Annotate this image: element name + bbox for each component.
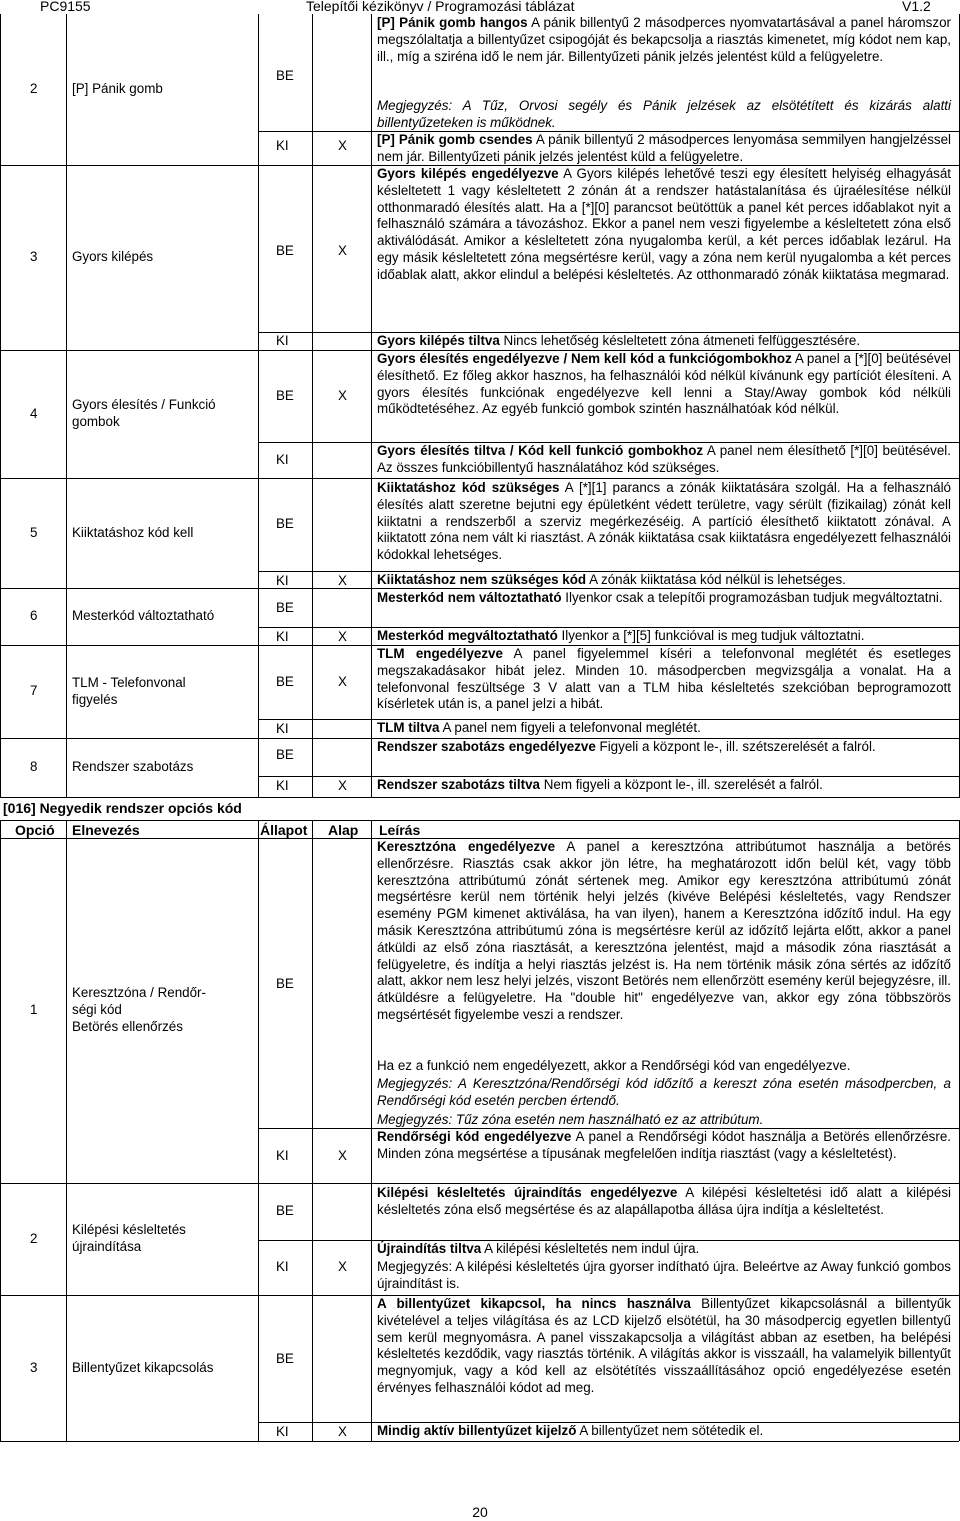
option-number: 6 [30,608,38,624]
option-number: 4 [30,405,38,421]
column-header-default: Alap [328,822,359,838]
option-number: 3 [30,249,38,265]
description-paragraph: Kiiktatáshoz kód szükséges A [*][1] parancs a zónák kiiktatására szolgál. Ha a felhasználó élesítés alatt szeretne bejutni egy épületként védett területre, vagy sérült (fizikailag) zónát kell kiiktatni a rendszerből a szerviz megérkezéséig. A partíció élesíthető kiiktatott zónával. A kiiktatott zóna nem vált ki riasztást. A zónák kiiktatása csak kiiktatásra engedélyezett felhasználói kódokkal lehetséges. [377,480,952,563]
page-number: 20 [472,1504,488,1520]
option-name: Kiiktatáshoz kód kell [72,524,194,540]
default-mark: X [338,388,347,403]
column-header-state: Állapot [260,822,308,838]
default-mark: X [338,138,347,153]
option-name: Keresztzóna / Rendőr- ségi kód Betörés ellenőrzés [72,985,206,1034]
option-number: 2 [30,81,38,97]
description-paragraph: Gyors élesítés tiltva / Kód kell funkció gombokhoz A panel nem élesíthető [*][0] beütésével. Az összes funkcióbillentyű használatához kód szükséges. [377,443,951,475]
option-name: Billentyűzet kikapcsolás [72,1359,214,1375]
description-paragraph: [P] Pánik gomb hangos A pánik billentyű 2 másodperces nyomvatartásával a panel háromszor megszólaltatja a billentyűzet csipogóját és bekapcsolja a riasztás kimenetet, míg kódot nem kap, ill., míg a sziréna idő le nem jár. Billentyűzeti pánik jelzés jelentést küld a felügyeletre. [377,15,951,64]
description-paragraph: A billentyűzet kikapcsol, ha nincs használva Billentyűzet kikapcsolásnál a billentyűk kivételével a teljes világítása és az LCD kijelző elsötétül, ha 30 másodpercig egyetlen billentyű sem kerül megnyomásra. A panel visszakapcsolja a világítást abban az esetben, ha belépési késleltetés kezdődik, vagy riasztás történik. A világítás akkor is visszaáll, ha valamelyik billentyűt megnyomjuk, vagy a kód kell az elsötétítés visszaállításához opció engedélyezése esetén érvényes felhasználói kódot ad meg. [377,1296,951,1395]
state-off: KI [276,1424,289,1439]
description-paragraph: TLM engedélyezve A panel figyelemmel kíséri a telefonvonal meglétét és esetleges megszakadásakor hibát jelez. Minden 10. másodpercben megvizsgálja a vonalat. Ha a telefonvonal feszültsége 3 V alatt van a TLM hiba késleltetés szekcióban beprogramozott kísérletek után is, a panel jelzi a hibát. [377,646,951,712]
description-paragraph: Ha ez a funkció nem engedélyezett, akkor a Rendőrségi kód van engedélyezve. [377,1058,851,1073]
description-paragraph: Gyors kilépés tiltva Nincs lehetőség késleltetett zóna átmeneti felfüggesztésére. [377,333,861,348]
option-name: Rendszer szabotázs [72,759,194,775]
description-paragraph: Rendszer szabotázs engedélyezve Figyeli a központ le-, ill. szétszerelését a falról. [377,739,876,754]
state-off: KI [276,452,289,467]
state-on: BE [276,600,294,615]
option-name: Gyors kilépés [72,249,154,265]
state-on: BE [276,1351,294,1366]
option-name: Mesterkód változtatható [72,608,215,624]
option-number: 7 [30,683,38,699]
default-mark: X [338,1424,347,1439]
column-header-name: Elnevezés [72,822,140,838]
description-paragraph: Megjegyzés: A kilépési késleltetés újra gyorser indítható újra. Beleértve az Away funkció gombos újraindítást is. [377,1259,951,1291]
header-title: Telepítői kézikönyv / Programozási táblázat [306,0,575,14]
description-paragraph: Rendszer szabotázs tiltva Nem figyeli a központ le-, ill. szerelését a falról. [377,777,823,792]
description-paragraph: Gyors kilépés engedélyezve A Gyors kilépés lehetővé teszi egy élesített helyiség elhagyását késleltetett 1 vagy késleltetett 2 zónán át a rendszer hatástalanítása és újraélesítése nélkül otthonmaradó élesítés alatt. Ha a [*][0] parancsot beütöttük a panel két perces időablakot nyit a felhasználó számára a távozáshoz. Ekkor a panel nem veszi figyelembe a késleltetett zóna első aktiválódását. Amikor a késleltetett zóna nyugalomba kerül, a két perces időablak lezárul. Ha egy másik késleltetett zóna megsértésre kerül, vagy a zóna nem kerül nyugalomba a két perces időablak alatt, akkor elindul a belépési késleltetés. Az otthonmaradó zónák kiiktatása megmarad. [377,166,952,282]
state-off: KI [276,721,289,736]
description-paragraph: Rendőrségi kód engedélyezve A panel a Rendőrségi kódot használja a Betörés ellenőrzésre. Minden zóna megsértése a típusának megfelelően indítja riasztást (vagy a késleltetést). [377,1129,951,1161]
description-paragraph: Újraindítás tiltva A kilépési késleltetés nem indul újra. [377,1241,700,1256]
option-name: TLM - Telefonvonal figyelés [72,674,186,707]
state-off: KI [276,1259,289,1274]
column-header-option: Opció [15,822,55,838]
option-number: 5 [30,524,38,540]
state-on: BE [276,674,294,689]
default-mark: X [338,674,347,689]
description-note: Megjegyzés: A Tűz, Orvosi segély és Pánik jelzések az elsötétített és kizárás alatti billentyűzeteken is működnek. [377,98,951,130]
state-off: KI [276,138,289,153]
state-on: BE [276,516,294,531]
state-off: KI [276,333,289,348]
default-mark: X [338,243,347,258]
header-doc-code: PC9155 [40,0,91,14]
description-paragraph: Keresztzóna engedélyezve A panel a keresztzóna attribútumot használja a betörés ellenőrzésre. Riasztás csak akkor jön létre, ha meghatározott időn belül két, vagy több keresztzóna attribútumú zónát sértenek meg. Amikor egy keresztzóna attribútumú zónát megsértésre kerül nem történik helyi jelzés (kivéve Belépési késleltetés, vagy Rendszer esemény PGM kimenet aktiválása, ha van ilyen), hanem a Keresztzóna időzítő indul. Ha egy másik Keresztzóna attribútumú zóna is megsértésre kerül az időzítő lejárta előtt, akkor a panel átküldi az első zóna riasztását, a keresztzóna jelentést, majd a második zóna riasztását a felügyeletre, és indítja a helyi riasztás jelzést is. Ha nem történik másik zóna sértés az időzítő alatt, akkor nem lesz helyi jelzés, viszont Betörés nem ellenőrzött esemény kerül bejegyzésre, ill. átküldésre a felügyeletre. Ha "double hit" engedélyezve van, akkor egy zóna többszörös megsértését figyelembe veszi a rendszer. [377,839,951,1022]
option-number: 3 [30,1359,38,1375]
default-mark: X [338,1259,347,1274]
state-on: BE [276,976,294,991]
state-on: BE [276,68,294,83]
page-header [0,0,960,14]
default-mark: X [338,778,347,793]
state-on: BE [276,243,294,258]
description-paragraph: Kilépési késleltetés újraindítás engedélyezve A kilépési késleltetési idő alatt a kilépési késleltetés zóna első megsértése és az alapállapotba állása újra indítja a késleltetést. [377,1185,951,1217]
option-name: [P] Pánik gomb [72,81,163,97]
default-mark: X [338,629,347,644]
column-header-description: Leírás [379,822,421,838]
description-note: Megjegyzés: Tűz zóna esetén nem használható ez az attribútum. [377,1112,764,1127]
state-off: KI [276,573,289,588]
option-number: 8 [30,759,38,775]
description-paragraph: Mesterkód nem változtatható Ilyenkor csak a telepítői programozásban tudjuk megváltoztatni. [377,590,943,605]
description-paragraph: TLM tiltva A panel nem figyeli a telefonvonal meglétét. [377,720,701,735]
description-note: Megjegyzés: A Keresztzóna/Rendőrségi kód időzítő a kereszt zóna esetén másodpercben, a Rendőrségi kód esetén percben értendő. [377,1076,951,1108]
state-off: KI [276,1148,289,1163]
header-version: V1.2 [902,0,931,14]
state-off: KI [276,778,289,793]
description-paragraph: Gyors élesítés engedélyezve / Nem kell kód a funkciógombokhoz A panel a [*][0] beütésével élesíthető. Ez főleg akkor hasznos, ha felhasználói kód nélkül kívánunk egy partíciót élesíteni. A gyors élesítés funkciónak engedélyezve kell lenni a Stay/Away gombok kód nélküli működtetéséhez. Az egyéb funkció gombok szintén használhatóak kód nélkül. [377,351,951,417]
description-paragraph: [P] Pánik gomb csendes A pánik billentyű 2 másodperces lenyomása semmilyen hangjelzéssel nem jár. Billentyűzeti pánik jelzés jelentést küld a felügyeletre. [377,132,952,164]
section-title: [016] Negyedik rendszer opciós kód [3,800,242,816]
state-off: KI [276,629,289,644]
option-number: 2 [30,1230,38,1246]
default-mark: X [338,573,347,588]
state-on: BE [276,747,294,762]
description-paragraph: Mindig aktív billentyűzet kijelző A billentyűzet nem sötétedik el. [377,1423,764,1438]
state-on: BE [276,388,294,403]
description-paragraph: Mesterkód megváltoztatható Ilyenkor a [*][5] funkcióval is meg tudjuk változtatni. [377,628,865,643]
option-name: Kilépési késleltetés újraindítása [72,1222,186,1254]
option-number: 1 [30,1002,38,1018]
default-mark: X [338,1148,347,1163]
description-paragraph: Kiiktatáshoz nem szükséges kód A zónák kiiktatása kód nélkül is lehetséges. [377,572,846,587]
option-name: Gyors élesítés / Funkció gombok [72,397,216,429]
state-on: BE [276,1203,294,1218]
